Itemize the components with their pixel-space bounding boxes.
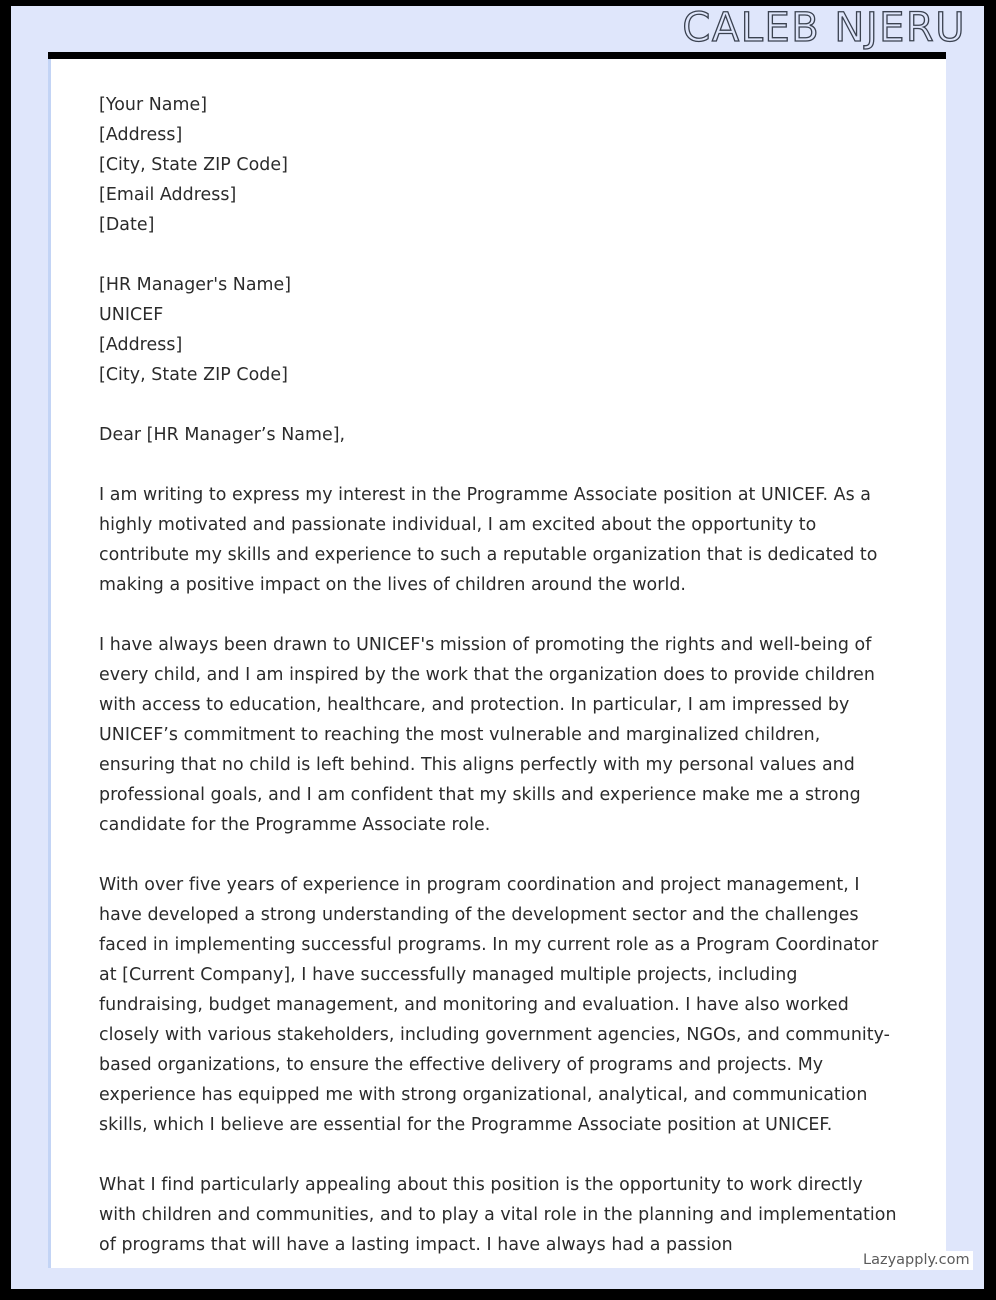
sender-address-block	[99, 90, 899, 240]
sender-date: [Date]	[99, 215, 155, 235]
sender-name: [Your Name]	[99, 95, 208, 115]
page-title: CALEB NJERU	[682, 5, 966, 51]
sender-email: [Email Address]	[99, 185, 237, 205]
sender-city-state-zip: [City, State ZIP Code]	[99, 155, 288, 175]
salutation: Dear [HR Manager’s Name],	[99, 425, 346, 445]
recipient-name: [HR Manager's Name]	[99, 275, 292, 295]
sender-address: [Address]	[99, 125, 183, 145]
paragraph-2: I have always been drawn to UNICEF's mission of promoting the rights and well-being of every child, and I am inspired by the work that the organization does to provide children with access to education, healthcare, and protection. In particular, I am impressed by UNICEF’s commitment to reaching the most vulnerable and marginalized children, ensuring that no child is left behind. This aligns perfectly with my personal values and professional goals, and I am confident that my skills and experience make me a strong candidate for the Programme Associate role.	[99, 635, 875, 835]
paragraph-1: I am writing to express my interest in the Programme Associate position at UNICEF. As a highly motivated and passionate individual, I am excited about the opportunity to contribute my skills and experience to such a reputable organization that is dedicated to making a positive impact on the lives of children around the world.	[99, 485, 878, 595]
watermark-lazyapply: Lazyapply.com	[860, 1251, 973, 1270]
recipient-organization: UNICEF	[99, 305, 164, 325]
paragraph-3: With over five years of experience in program coordination and project management, I have developed a strong understanding of the development sector and the challenges faced in implementing successful programs. In my current role as a Program Coordinator at [Current Company], I have successfully managed multiple projects, including fundraising, budget management, and monitoring and evaluation. I have also worked closely with various stakeholders, including government agencies, NGOs, and community-based organizations, to ensure the effective delivery of programs and projects. My experience has equipped me with strong organizational, analytical, and communication skills, which I believe are essential for the Programme Associate position at UNICEF.	[99, 875, 891, 1135]
document-header	[11, 6, 984, 52]
recipient-city-state-zip: [City, State ZIP Code]	[99, 365, 288, 385]
paragraph-4: What I find particularly appealing about this position is the opportunity to work directly with children and communities, and to play a vital role in the planning and implementation of programs that will have a lasting impact. I have always had a passion	[99, 1175, 897, 1255]
recipient-address: [Address]	[99, 335, 183, 355]
sheet-top-rule	[48, 52, 946, 59]
recipient-address-block	[99, 270, 899, 390]
letter-body	[99, 90, 899, 1290]
